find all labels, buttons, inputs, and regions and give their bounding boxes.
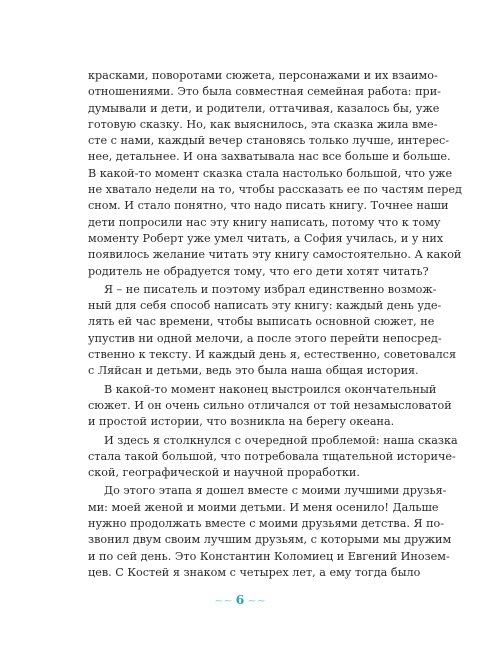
text-line: ской, географической и научной проработки. — [88, 466, 360, 480]
text-line: появилось желание читать эту книгу самостоятельно. А какой — [88, 248, 462, 262]
text-line: готовую сказку. Но, как выяснилось, эта сказка жила вме- — [88, 117, 438, 131]
text-line: До этого этапа я дошел вместе с моими лучшими друзья- — [104, 484, 447, 498]
text-line: родитель не обрадуется тому, что его дети хотят читать? — [88, 264, 429, 278]
paragraph — [88, 382, 452, 431]
text-line: не хватало недели на то, чтобы рассказать ее по частям перед — [88, 183, 462, 197]
text-line: Я – не писатель и поэтому избрал единственно возмож- — [104, 282, 437, 296]
paragraph — [88, 483, 452, 581]
text-line: ми: моей женой и моими детьми. И меня осенило! Дальше — [88, 500, 439, 514]
paragraph — [88, 68, 462, 280]
text-line: ственно к тексту. И каждый день я, естественно, советовался — [88, 348, 457, 362]
text-line: красками, поворотами сюжета, персонажами и их взаимо- — [88, 69, 438, 82]
text-line: нее, детальнее. И она захватывала нас все больше и больше. — [88, 150, 451, 164]
text-line: и простой истории, что возникла на берегу океана. — [88, 415, 395, 429]
page-number-ornament-left-2: ~ — [223, 594, 233, 607]
text-line: упустив ни одной мелочи, а после этого перейти непосред- — [88, 331, 442, 345]
page-number-footer — [0, 592, 480, 607]
page-number-ornament-right: ~ — [247, 594, 257, 607]
text-line: думывали и дети, и родители, оттачивая, казалось бы, уже — [88, 101, 440, 115]
text-line: и по сей день. Это Константин Коломиец и Евгений Инозем- — [88, 549, 450, 563]
paragraph — [88, 282, 457, 380]
text-line: стала такой большой, что потребовала тщательной историче- — [88, 449, 456, 463]
text-line: моменту Роберт уже умел читать, а София училась, и у них — [88, 231, 444, 245]
text-line: дети попросили нас эту книгу написать, потому что к тому — [88, 215, 441, 229]
text-line: звонил двум своим лучшим друзьям, с которыми мы дружим — [88, 533, 452, 547]
page-number: 6 — [235, 592, 245, 607]
text-line: ный для себя способ написать эту книгу: каждый день уде- — [88, 299, 442, 313]
page-number-ornament-right-2: ~ — [256, 594, 266, 607]
text-line: сюжет. И он очень сильно отличался от той незамысловатой — [88, 398, 452, 412]
text-line: цев. С Костей я знаком с четырех лет, а ему тогда было — [88, 565, 421, 579]
text-line: сте с нами, каждый вечер становясь только лучше, интерес- — [88, 134, 450, 148]
text-line: сном. И стало понятно, что надо писать книгу. Точнее наши — [88, 199, 449, 213]
text-line: отношениями. Это была совместная семейная работа: при- — [88, 85, 441, 99]
text-line: В какой-то момент наконец выстроился окончательный — [104, 382, 437, 396]
text-line: нужно продолжать вместе с моими друзьями детства. Я по- — [88, 517, 445, 531]
text-line: лять ей час времени, чтобы выписать основной сюжет, не — [88, 315, 435, 329]
text-line: В какой-то момент сказка стала настолько большой, что уже — [88, 166, 453, 180]
page-number-ornament-left: ~ — [214, 594, 224, 607]
body-text — [88, 68, 462, 583]
paragraph — [88, 433, 458, 482]
text-line: И здесь я столкнулся с очередной проблемой: наша сказка — [104, 433, 458, 447]
text-line: с Ляйсан и детьми, ведь это была наша общая история. — [88, 364, 419, 378]
